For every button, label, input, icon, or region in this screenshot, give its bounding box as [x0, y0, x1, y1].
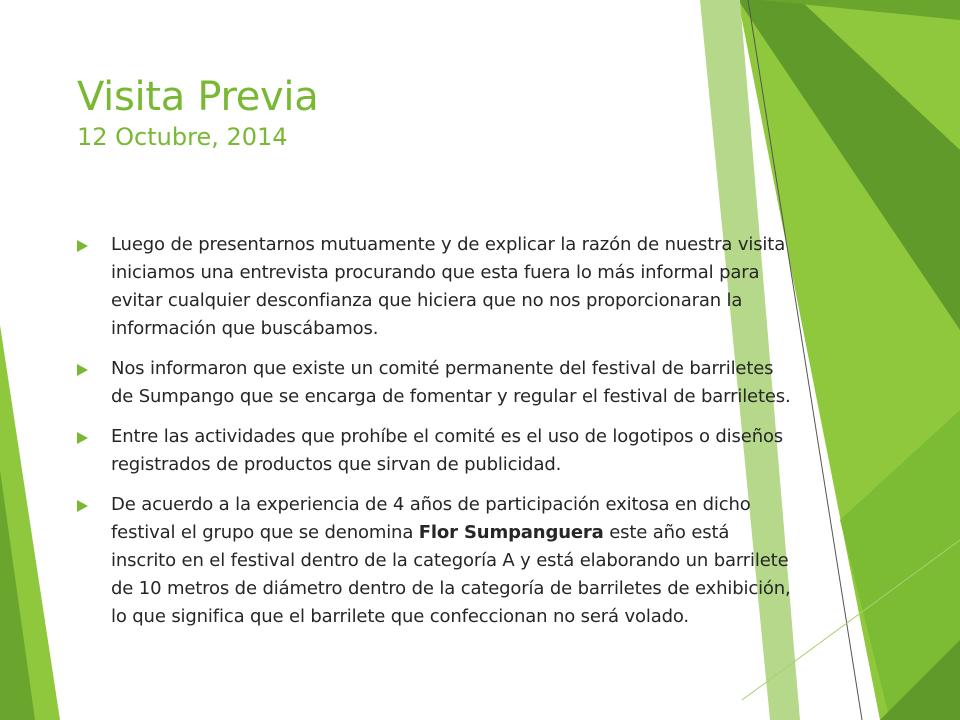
bullet-list [77, 231, 792, 643]
bullet-text-start: De acuerdo a la experiencia de 4 años de participación exitosa en dicho festival el grupo que se denomina [111, 494, 751, 543]
list-item [77, 355, 792, 411]
bullet-text: Luego de presentarnos mutuamente y de explicar la razón de nuestra visita iniciamos una entrevista procurando que esta fuera lo más informal para evitar cualquier desconfianza que hiciera que no nos proporcionaran la información que buscábamos. [111, 234, 786, 339]
list-item [77, 423, 792, 479]
slide-subtitle: 12 Octubre, 2014 [77, 123, 288, 151]
bullet-text-end: este año está inscrito en el festival dentro de la categoría A y está elaborando un barrilete de 10 metros de diámetro dentro de la categoría de barriletes de exhibición, lo que significa que el barrilete que confeccionan no será volado. [111, 522, 791, 627]
triangle-arrow-icon [77, 364, 88, 376]
bullet-text: Entre las actividades que prohíbe el comité es el uso de logotipos o diseños registrados de productos que sirvan de publicidad. [111, 426, 784, 475]
list-item [77, 491, 792, 631]
triangle-arrow-icon [77, 432, 88, 444]
group-name: Flor Sumpanguera [418, 522, 604, 543]
list-item [77, 231, 792, 343]
triangle-arrow-icon [77, 240, 88, 252]
title-block [77, 72, 717, 152]
bullet-text: Nos informaron que existe un comité permanente del festival de barriletes de Sumpango que se encarga de fomentar y regular el festival de barriletes. [111, 358, 791, 407]
slide-title: Visita Previa [77, 74, 319, 120]
triangle-arrow-icon [77, 500, 88, 512]
